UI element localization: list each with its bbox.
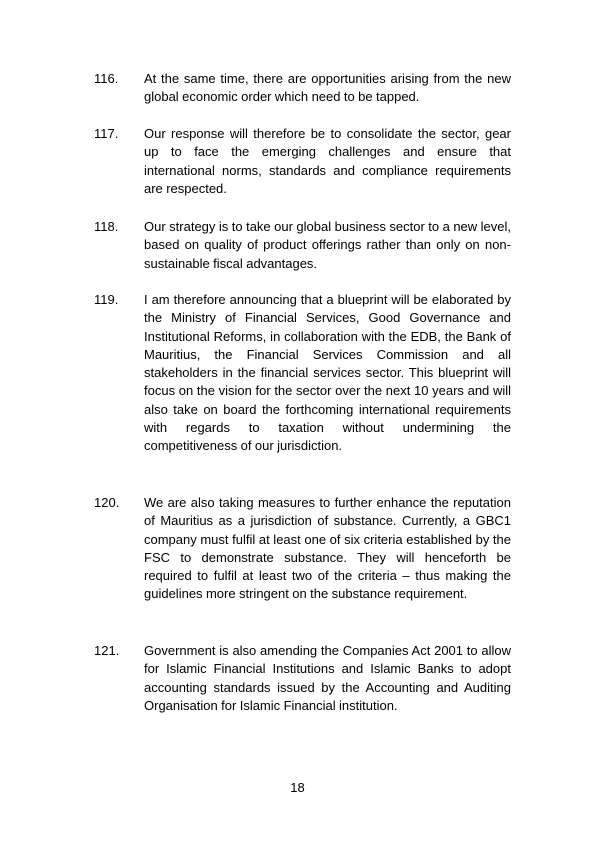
paragraph-text: I am therefore announcing that a blueprint will be elaborated by the Ministry of Financial Services, Good Governance and Institutional Reforms, in collaboration with the EDB, the Bank of Mauritius, the Financial Services Commission and all stakeholders in the financial services sector. This blueprint will focus on the vision for the sector over the next 10 years and will also take on board the forthcoming international requirements with regards to taxation without undermining the competitiveness of our jurisdiction. (144, 292, 511, 454)
paragraph-text: Our response will therefore be to consolidate the sector, gear up to face the emerging challenges and ensure that international norms, standards and compliance requirements are respected. (144, 126, 511, 196)
paragraph-number: 119. (94, 292, 119, 307)
paragraph-116 (94, 70, 511, 107)
paragraph-text: Our strategy is to take our global business sector to a new level, based on quality of product offerings rather than only on non-sustainable fiscal advantages. (144, 219, 511, 271)
paragraph-text: Government is also amending the Companies Act 2001 to allow for Islamic Financial Institutions and Islamic Banks to adopt accounting standards issued by the Accounting and Auditing Organisation for Islamic Financial institution. (144, 643, 511, 713)
paragraph-text: We are also taking measures to further enhance the reputation of Mauritius as a jurisdiction of substance. Currently, a GBC1 company must fulfil at least one of six criteria established by the FSC to demonstrate substance. They will henceforth be required to fulfil at least two of the criteria – thus making the guidelines more stringent on the substance requirement. (144, 495, 511, 602)
paragraph-118 (94, 218, 511, 273)
paragraph-number: 120. (94, 495, 120, 510)
paragraph-number: 116. (94, 71, 119, 86)
paragraph-120 (94, 494, 511, 604)
paragraph-number: 117. (94, 126, 119, 141)
paragraph-number: 121. (94, 643, 120, 658)
paragraph-117 (94, 125, 511, 198)
page-number: 18 (290, 780, 305, 795)
paragraph-121 (94, 642, 511, 715)
paragraph-119 (94, 291, 511, 456)
paragraph-text: At the same time, there are opportunities arising from the new global economic order which need to be tapped. (144, 71, 511, 105)
paragraph-number: 118. (94, 219, 119, 234)
